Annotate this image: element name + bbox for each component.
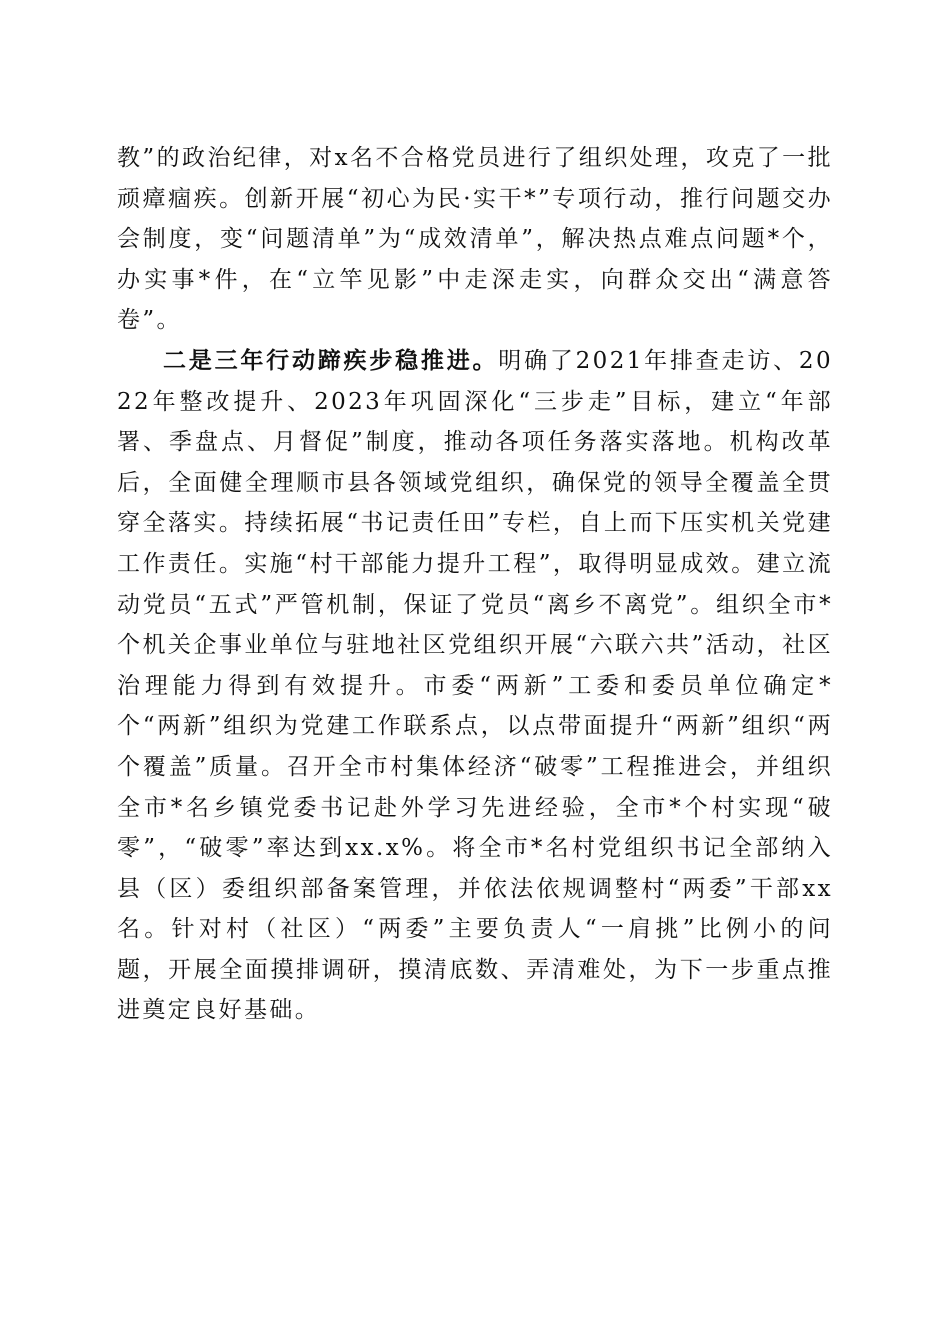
- paragraph-2-text: 明确了2021年排查走访、2022年整改提升、2023年巩固深化“三步走”目标，建立“年部署、季盘点、月督促”制度，推动各项任务落实落地。机构改革后，全面健全理顺市县各领域党组织，确保党的领导全覆盖全贯穿全落实。持续拓展“书记责任田”专栏，自上而下压实机关党建工作责任。实施“村干部能力提升工程”，取得明显成效。建立流动党员“五式”严管机制，保证了党员“离乡不离党”。组织全市*个机关企事业单位与驻地社区党组织开展“六联六共”活动，社区治理能力得到有效提升。市委“两新”工委和委员单位确定*个“两新”组织为党建工作联系点，以点带面提升“两新”组织“两个覆盖”质量。召开全市村集体经济“破零”工程推进会，并组织全市*名乡镇党委书记赴外学习先进经验，全市*个村实现“破零”，“破零”率达到xx.x%。将全市*名村党组织书记全部纳入县（区）委组织部备案管理，并依法依规调整村“两委”干部xx名。针对村（社区）“两委”主要负责人“一肩挑”比例小的问题，开展全面摸排调研，摸清底数、弄清难处，为下一步重点推进奠定良好基础。: [117, 347, 833, 1024]
- paragraph-1: [117, 138, 833, 341]
- paragraph-2-lead: 二是三年行动蹄疾步稳推进。: [163, 346, 499, 374]
- document-body: [117, 138, 833, 1031]
- paragraph-2: [117, 341, 833, 1031]
- paragraph-1-text: 教”的政治纪律，对x名不合格党员进行了组织处理，攻克了一批顽瘴痼疾。创新开展“初心为民·实干*”专项行动，推行问题交办会制度，变“问题清单”为“成效清单”，解决热点难点问题*个，办实事*件，在“立竿见影”中走深走实，向群众交出“满意答卷”。: [117, 145, 833, 334]
